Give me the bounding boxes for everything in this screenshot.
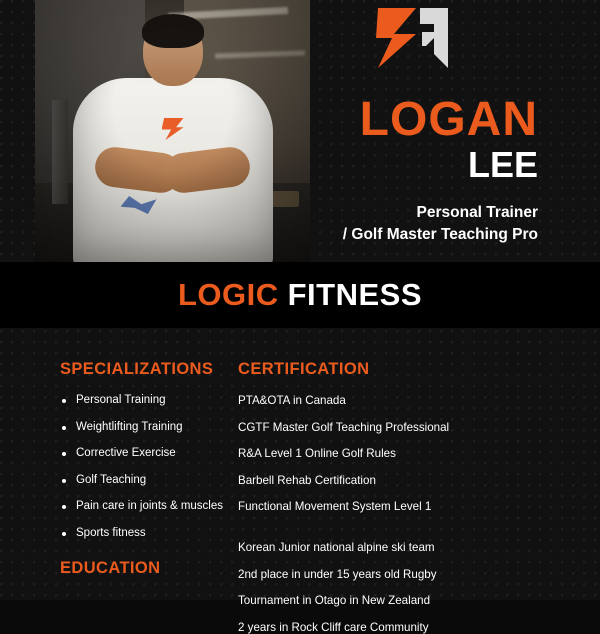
trainer-role — [343, 202, 538, 247]
last-name: LEE — [467, 144, 538, 185]
list-item: Barbell Rehab Certification — [238, 473, 376, 487]
poster-body — [0, 328, 600, 634]
list-item: Tournament in Otago in New Zealand — [238, 594, 431, 608]
company-name-part-2: FITNESS — [287, 277, 423, 312]
specializations-list — [60, 394, 224, 539]
trainer-name-block — [342, 93, 538, 247]
education-title: EDUCATION — [60, 559, 161, 577]
poster-header — [0, 0, 600, 262]
list-item: Pain care in joints & muscles — [60, 501, 220, 513]
photo-vignette — [35, 0, 310, 262]
certification-column — [220, 360, 576, 634]
list-item: Sports fitness — [60, 528, 220, 540]
list-item: Functional Movement System Level 1 — [238, 500, 432, 514]
role-line-2: / Golf Master Teaching Pro — [342, 226, 538, 244]
list-item: 2nd place in under 15 years old Rugby — [238, 567, 437, 581]
list-item: CGTF Master Golf Teaching Professional — [238, 420, 450, 434]
list-item: Golf Teaching — [60, 475, 220, 487]
certification-title: CERTIFICATION — [238, 360, 370, 378]
list-item: Korean Junior national alpine ski team — [238, 540, 435, 554]
list-item: R&A Level 1 Online Golf Rules — [238, 447, 396, 461]
company-name-part-1: LOGIC — [177, 277, 279, 312]
certification-spacer — [238, 528, 576, 542]
list-item: Personal Training — [60, 395, 220, 407]
list-item: Weightlifting Training — [60, 422, 220, 434]
specializations-title: SPECIALIZATIONS — [60, 360, 214, 378]
specializations-column — [24, 360, 224, 600]
certification-list — [238, 395, 576, 513]
list-item: Corrective Exercise — [60, 448, 220, 460]
list-item: PTA&OTA in Canada — [238, 394, 346, 407]
first-name: LOGAN — [359, 93, 538, 146]
trainer-photo — [35, 0, 310, 262]
role-line-1: Personal Trainer — [416, 203, 538, 221]
company-band — [0, 262, 600, 328]
list-item: 2 years in Rock Cliff care Community — [238, 620, 429, 634]
logic-fitness-logo-icon — [376, 2, 450, 74]
achievements-list — [238, 542, 576, 633]
